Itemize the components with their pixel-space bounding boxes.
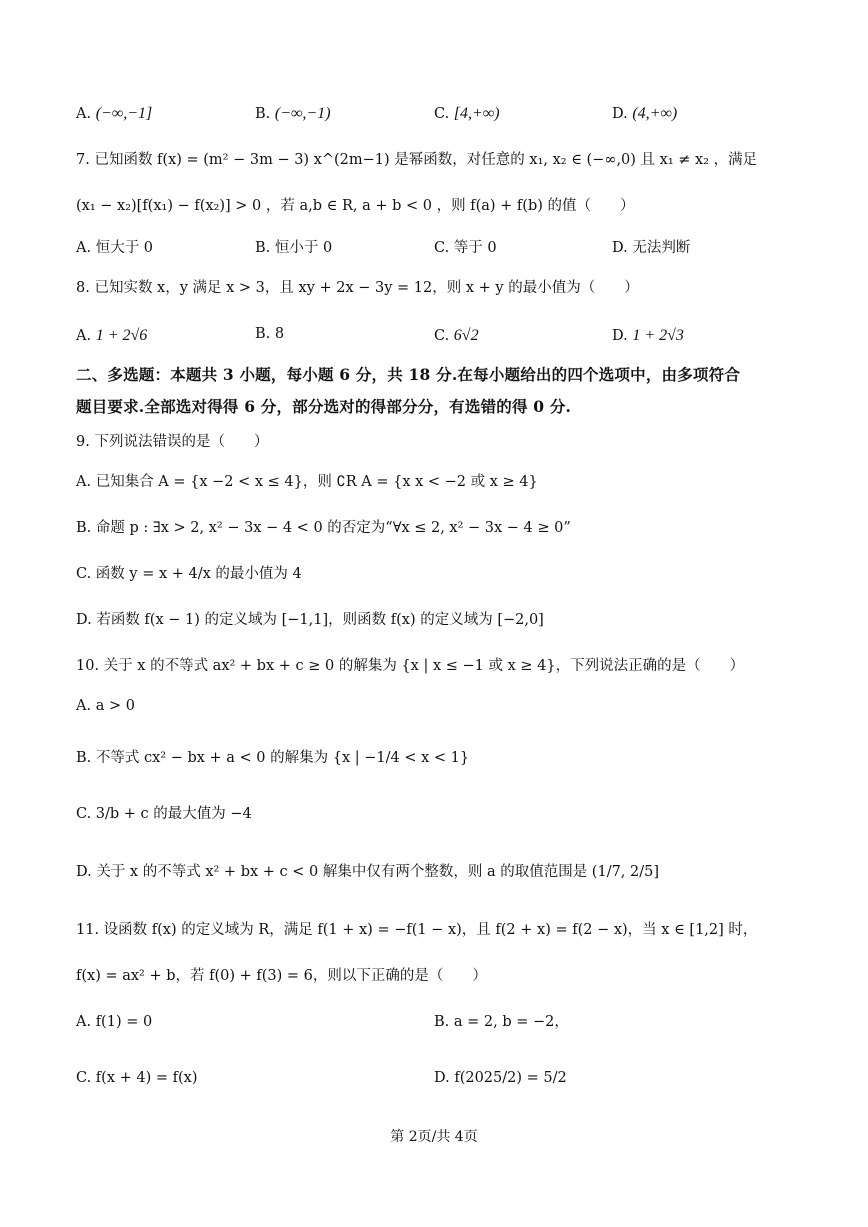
q10-option-d: D. 关于 x 的不等式 x² + bx + c < 0 解集中仅有两个整数，则 a 的取值范围是 (1/7, 2/5] bbox=[76, 864, 660, 880]
section2-heading-line2: 题目要求.全部选对得得 6 分，部分选对的得部分分，有选错的得 0 分. bbox=[76, 397, 572, 416]
q11-option-b: B. a = 2, b = −2， bbox=[434, 1014, 569, 1030]
page-footer: 第 2页/共 4页 bbox=[390, 1129, 478, 1145]
q6-option-d: D. (4,+∞) bbox=[612, 105, 678, 122]
q9-stem: 9. 下列说法错误的是（ ） bbox=[76, 434, 269, 450]
q9-option-c: C. 函数 y = x + 4/x 的最小值为 4 bbox=[76, 566, 302, 582]
q9-option-b: B. 命题 p : ∃x > 2, x² − 3x − 4 < 0 的否定为“∀x ≤ 2, x² − 3x − 4 ≥ 0” bbox=[76, 520, 571, 536]
q10-option-c: C. 3/b + c 的最大值为 −4 bbox=[76, 806, 252, 822]
q8-option-b: B. 8 bbox=[255, 326, 285, 342]
q7-option-c: C. 等于 0 bbox=[434, 240, 497, 256]
q9-option-a: A. 已知集合 A = {x −2 < x ≤ 4}，则 ∁R A = {x x < −2 或 x ≥ 4} bbox=[76, 474, 538, 490]
q11-option-d: D. f(2025/2) = 5/2 bbox=[434, 1070, 567, 1086]
q10-option-a: A. a > 0 bbox=[76, 698, 135, 714]
q6-option-c: C. [4,+∞) bbox=[434, 105, 500, 122]
q6-option-a: A. (−∞,−1] bbox=[76, 105, 153, 122]
q7-option-d: D. 无法判断 bbox=[612, 240, 691, 256]
q10-stem: 10. 关于 x 的不等式 ax² + bx + c ≥ 0 的解集为 {x | x ≤ −1 或 x ≥ 4}，下列说法正确的是（ ） bbox=[76, 658, 745, 674]
q7-option-b: B. 恒小于 0 bbox=[255, 240, 333, 256]
q11-stem-line1: 11. 设函数 f(x) 的定义域为 R，满足 f(1 + x) = −f(1 − x)，且 f(2 + x) = f(2 − x)，当 x ∈ [1,2] 时， bbox=[76, 922, 758, 938]
q10-option-b: B. 不等式 cx² − bx + a < 0 的解集为 {x | −1/4 < x < 1} bbox=[76, 750, 470, 766]
section2-heading-line1: 二、多选题：本题共 3 小题，每小题 6 分，共 18 分.在每小题给出的四个选项中，由多项符合 bbox=[76, 365, 741, 384]
q11-stem-line2: f(x) = ax² + b，若 f(0) + f(3) = 6，则以下正确的是（ ） bbox=[76, 968, 487, 984]
q8-stem: 8. 已知实数 x，y 满足 x > 3，且 xy + 2x − 3y = 12，则 x + y 的最小值为（ ） bbox=[76, 280, 639, 296]
q11-option-c: C. f(x + 4) = f(x) bbox=[76, 1070, 198, 1086]
q9-option-d: D. 若函数 f(x − 1) 的定义域为 [−1,1]，则函数 f(x) 的定义域为 [−2,0] bbox=[76, 612, 544, 628]
q7-stem-line1: 7. 已知函数 f(x) = (m² − 3m − 3) x^(2m−1) 是幂函数，对任意的 x₁, x₂ ∈ (−∞,0) 且 x₁ ≠ x₂ ，满足 bbox=[76, 152, 758, 168]
q8-option-d: D. 1 + 2√3 bbox=[612, 327, 684, 344]
q8-option-c: C. 6√2 bbox=[434, 327, 479, 344]
q7-option-a: A. 恒大于 0 bbox=[76, 240, 154, 256]
q7-stem-line2: (x₁ − x₂)[f(x₁) − f(x₂)] > 0 ，若 a,b ∈ R, a + b < 0 ，则 f(a) + f(b) 的值（ ） bbox=[76, 198, 635, 214]
q6-option-b: B. (−∞,−1) bbox=[255, 105, 331, 122]
q11-option-a: A. f(1) = 0 bbox=[76, 1014, 153, 1030]
q8-option-a: A. 1 + 2√6 bbox=[76, 327, 148, 344]
